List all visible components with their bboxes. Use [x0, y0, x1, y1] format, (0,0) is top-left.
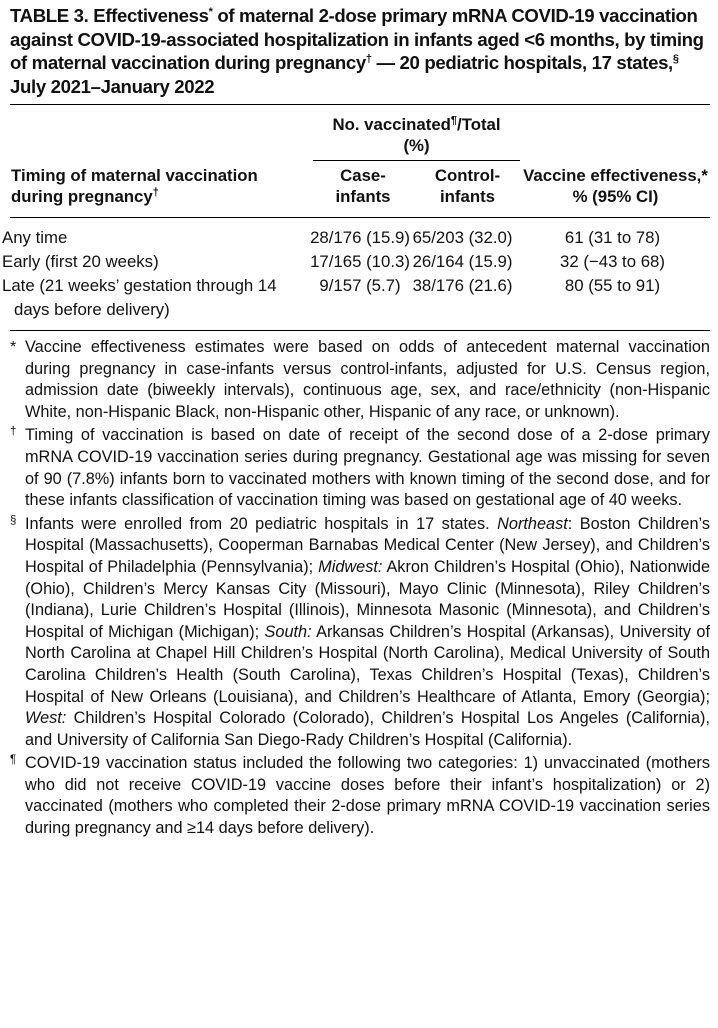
title-part3: — 20 pediatric hospitals, 17 states,: [371, 52, 673, 73]
footnotes: [10, 331, 710, 840]
data-table-body: [2, 218, 710, 330]
region-west-text: Children’s Hospital Colorado (Colorado), Children’s Hospital Los Angeles (California), and University of California San Diego-Rady Children’s Hospital (California).: [25, 709, 710, 749]
footnote-mark-section: §: [10, 514, 17, 527]
cell-ve: 32 (−43 to 68): [560, 252, 665, 271]
title-mark-star: *: [208, 5, 213, 18]
region-northeast-text: : Boston Children’s Hospital (Massachusetts), Cooperman Barnabas Medical Center (New Jersey), and Children’s Hospital of Philadelphia (Pennsylvania);: [25, 514, 711, 576]
timing-label: Timing of maternal vaccination during pregnancy: [11, 166, 258, 206]
cell-timing: Late (21 weeks’ gestation through 14 days before delivery): [2, 276, 277, 319]
title-mark-dagger: †: [365, 52, 372, 65]
footnote-section: [10, 514, 710, 752]
timing-mark-dagger: †: [152, 186, 159, 199]
group-suffix: /Total (%): [403, 115, 501, 155]
footnote-mark-star: *: [10, 339, 17, 356]
ve-sublabel: % (95% CI): [572, 187, 659, 206]
footnote-dagger: [10, 425, 710, 511]
footnote-pilcrow: [10, 753, 710, 839]
region-south: South:: [264, 622, 312, 641]
table-row: [10, 218, 710, 250]
footnote-text: Vaccine effectiveness estimates were based on odds of antecedent maternal vaccination during pregnancy in case-infants versus control-infants, adjusted for U.S. Census region, admission date (biweekly intervals), continuous age, sex, and race/ethnicity (non-Hispanic White, non-Hispanic Black, non-Hispanic other, Hispanic of any race, or unknown).: [25, 338, 710, 421]
cell-ve: 80 (55 to 91): [564, 276, 661, 295]
cell-control: 65/203 (32.0): [412, 228, 513, 247]
group-label: No. vaccinated: [332, 115, 451, 134]
document-page: [2, 0, 711, 840]
title-part1: TABLE 3. Effectiveness: [10, 5, 209, 26]
region-midwest: Midwest:: [318, 557, 383, 576]
footnote-text: COVID-19 vaccination status included the following two categories: 1) unvaccinated (mothers who did not receive COVID-19 vaccine doses before their infant’s hospitalization) or 2) vaccinated (mothers who completed their 2-dose primary mRNA COVID-19 vaccination series during pregnancy and ≥14 days before delivery).: [25, 754, 710, 838]
footnote-star: [10, 337, 710, 423]
group-header: [312, 105, 521, 164]
cell-ve: 61 (31 to 78): [564, 228, 661, 247]
cell-control: 26/164 (15.9): [412, 252, 513, 271]
footnote-intro: Infants were enrolled from 20 pediatric hospitals in 17 states.: [25, 514, 498, 533]
table-title: [10, 4, 710, 98]
title-part4: July 2021–January 2022: [10, 75, 215, 97]
table-row: [10, 274, 710, 330]
cell-timing: Early (first 20 weeks): [2, 252, 159, 271]
cell-case: 28/176 (15.9): [310, 228, 410, 247]
header-case-infants: Case- infants: [335, 166, 391, 206]
title-part2: of maternal 2-dose primary mRNA COVID-19 vaccination against COVID-19-associated hospitalization in infants aged <6 months, by timing of maternal vaccination during pregnancy: [10, 5, 704, 73]
cell-case: 17/165 (10.3): [310, 252, 410, 271]
footnote-mark-dagger: †: [10, 426, 17, 439]
header-timing: [10, 164, 312, 217]
cell-control: 38/176 (21.6): [412, 276, 513, 295]
region-west: West:: [25, 709, 67, 728]
header-vaccine-effectiveness: [521, 105, 710, 217]
cell-timing: Any time: [2, 228, 68, 247]
group-mark-pilcrow: ¶: [450, 114, 458, 127]
region-midwest-text: Akron Children’s Hospital (Ohio), Nationwide (Ohio), Children’s Mercy Kansas City (Missouri), Mayo Clinic (Minnesota), Riley Children’s (Indiana), Lurie Children’s Hospital (Illinois), Minnesota Masonic (Minnesota), and Children’s Hospital of Michigan (Michigan);: [25, 557, 710, 641]
data-table: [10, 105, 710, 217]
footnote-mark-pilcrow: ¶: [10, 754, 17, 767]
title-mark-section: §: [672, 52, 679, 65]
header-control-infants: Control- infants: [434, 166, 501, 206]
region-northeast: Northeast: [497, 514, 568, 533]
table-row: [10, 250, 710, 274]
footnote-text: Timing of vaccination is based on date of receipt of the second dose of a 2-dose primary mRNA COVID-19 vaccination series during pregnancy. Gestational age was missing for seven of 90 (7.8%) infants born to vaccinated mothers with known timing of the second dose, and for these infants classification of vaccination timing was based on gestational age of 40 weeks.: [25, 426, 710, 510]
ve-label: Vaccine effectiveness,*: [523, 166, 708, 185]
cell-case: 9/157 (5.7): [319, 276, 401, 295]
header-group-row: [10, 105, 710, 164]
region-south-text: Arkansas Children’s Hospital (Arkansas), University of North Carolina at Chapel Hill Children’s Hospital (North Carolina), Medical University of South Carolina Children’s Health (South Carolina), Texas Children’s Hospital (Texas), Children’s Hospital of New Orleans (Louisiana), and Children’s Healthcare of Atlanta, Emory (Georgia);: [25, 622, 710, 706]
